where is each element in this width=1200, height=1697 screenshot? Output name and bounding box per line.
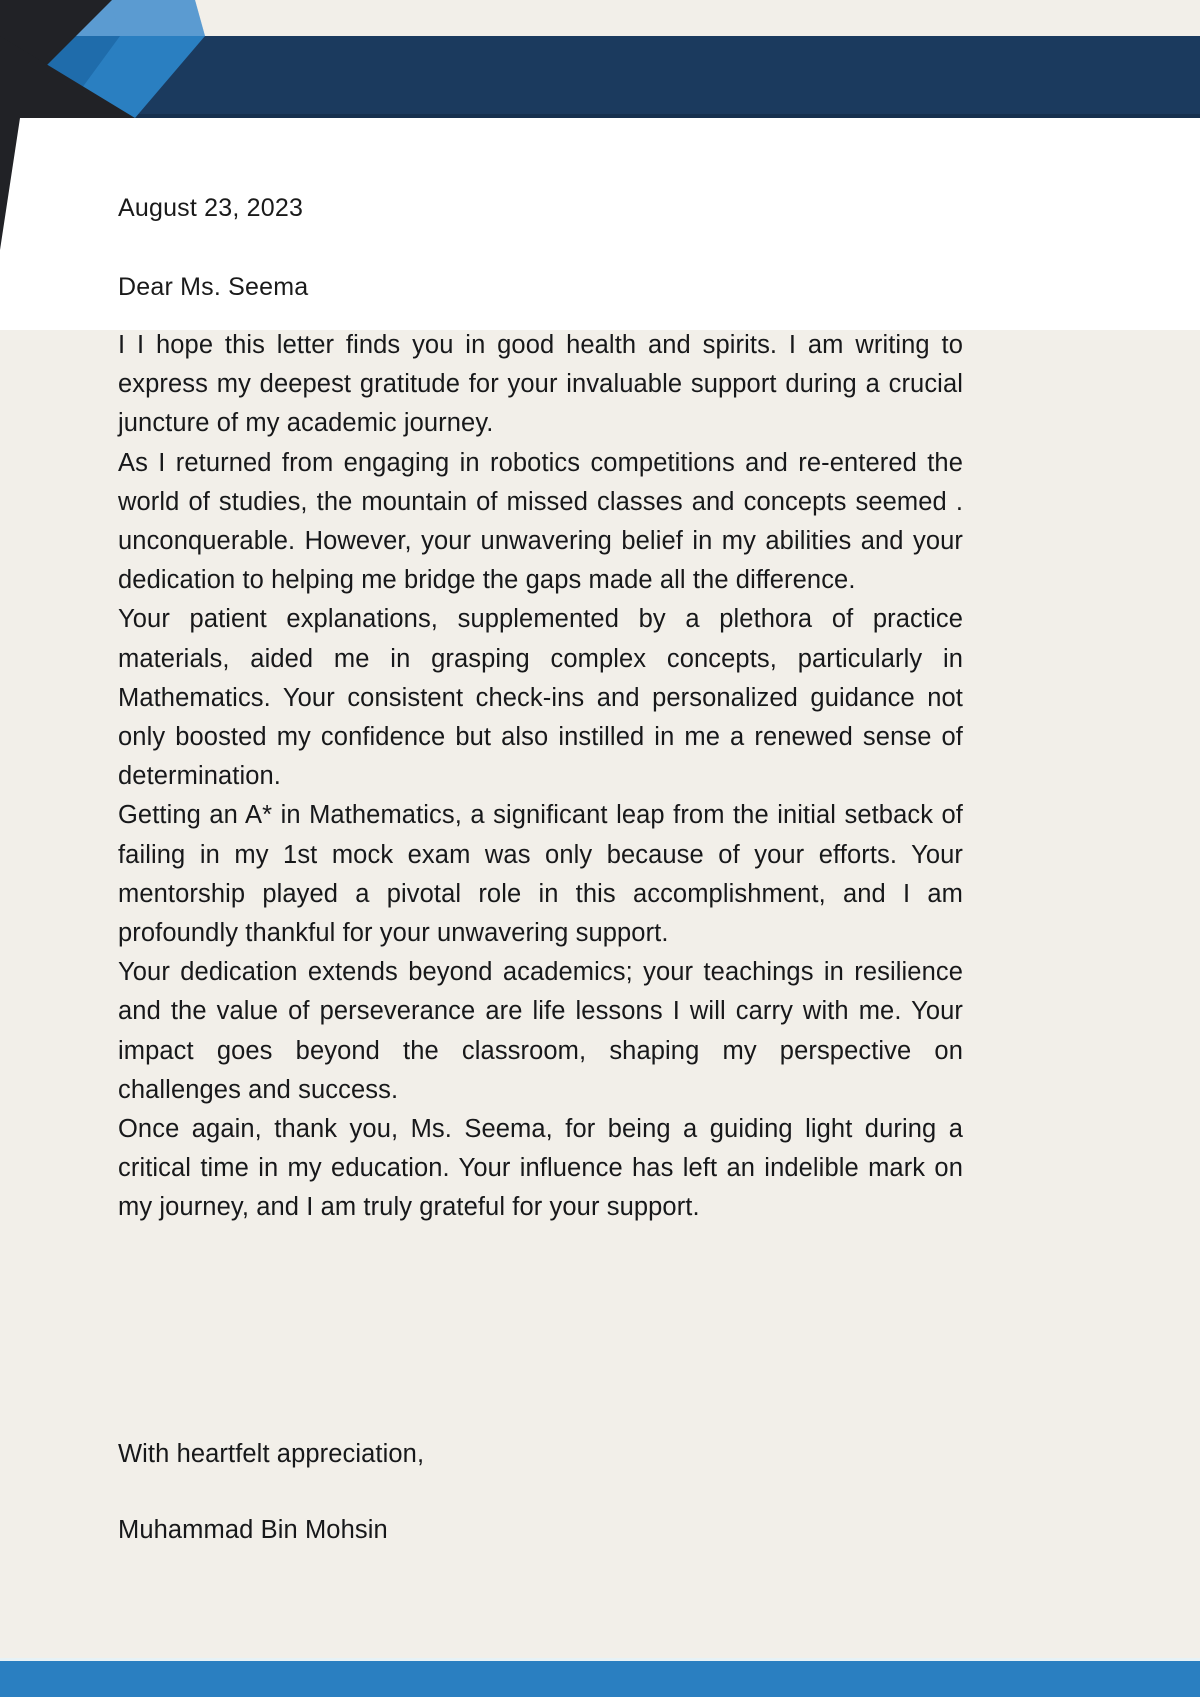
letter-paragraph-5: Your dedication extends beyond academics; your teachings in resilience and the value of perseverance are life lessons I will carry with me. Your impact goes beyond the classroom, shaping my perspective on challenges and success. [118, 958, 963, 1104]
letter-closing-block [118, 1435, 963, 1550]
letter-salutation: Dear Ms. Seema [118, 272, 309, 301]
letter-signature: Muhammad Bin Mohsin [118, 1516, 388, 1545]
letter-date: August 23, 2023 [118, 194, 304, 222]
letter-header-text [118, 118, 978, 302]
letter-paragraph-1: I I hope this letter finds you in good health and spirits. I am writing to express my deepest gratitude for your invaluable support during a crucial juncture of my academic journey. [118, 331, 963, 438]
chevron-light-tip [110, 0, 205, 36]
footer-bar [0, 1661, 1200, 1697]
letter-closing: With heartfelt appreciation, [118, 1440, 425, 1468]
letter-paragraph-6: Once again, thank you, Ms. Seema, for being a guiding light during a critical time in my education. Your influence has left an indelible mark on my journey, and I am truly grateful for your support. [118, 1115, 963, 1222]
letter-body [118, 326, 963, 1228]
letter-paragraph-4: Getting an A* in Mathematics, a significant leap from the initial setback of failing in my 1st mock exam was only because of your efforts. Your mentorship played a pivotal role in this accomplishment, and I am profoundly thankful for your unwavering support. [118, 801, 963, 948]
letter-paragraph-2: As I returned from engaging in robotics competitions and re-entered the world of studies, the mountain of missed classes and concepts seemed . unconquerable. However, your unwavering belief in my abilities and your dedication to helping me bridge the gaps made all the difference. [118, 448, 963, 595]
charcoal-wedge-tail [0, 118, 20, 250]
letter-paragraph-3: Your patient explanations, supplemented by a plethora of practice materials, aided me in grasping complex concepts, particularly in Mathematics. Your consistent check-ins and personalized guidance not only boosted my confidence but also instilled in me a renewed sense of determination. [118, 605, 963, 791]
